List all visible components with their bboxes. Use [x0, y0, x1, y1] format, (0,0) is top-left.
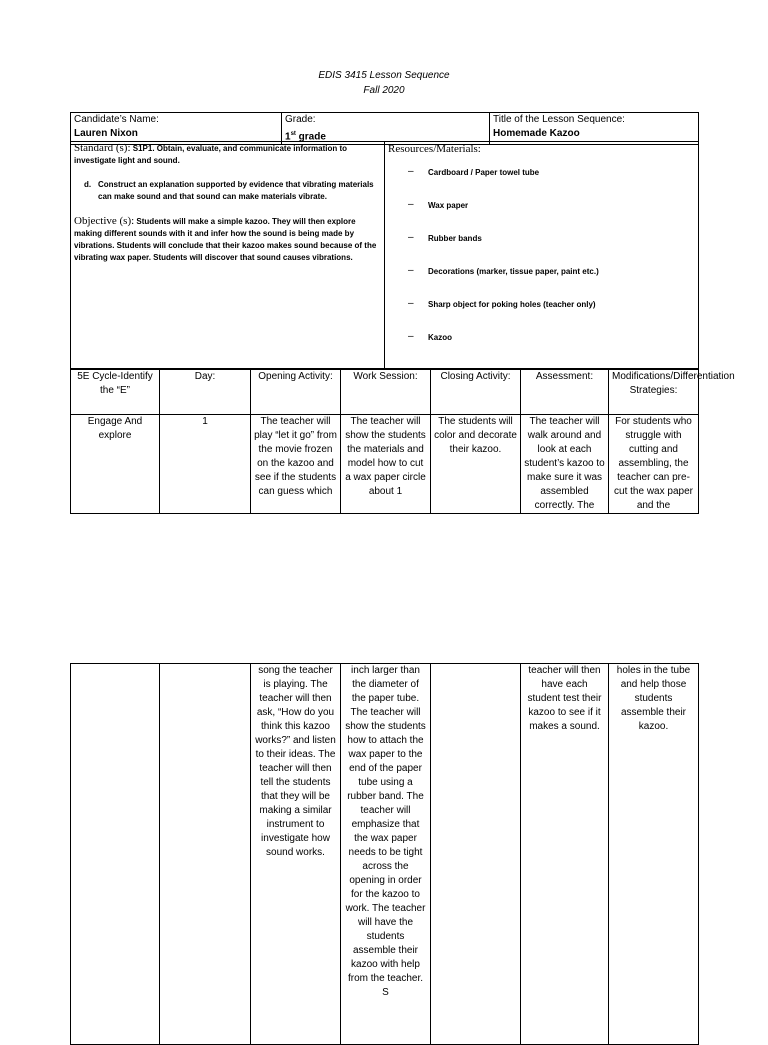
cont-cell-opening: song the teacher is playing. The teacher will then ask, “How do you think this kazoo works?” and listen to their ideas. The teacher will then tell the students that they will be making a similar instrument to investigate how sound works. — [251, 664, 341, 1045]
lesson-title-cell — [490, 113, 699, 145]
resource-dash: – — [408, 298, 414, 309]
candidate-cell — [71, 113, 282, 145]
cont-cell-assessment: teacher will then have each student test their kazoo to see if it makes a sound. — [521, 664, 609, 1045]
col-header-opening: Opening Activity: — [251, 370, 341, 415]
grade-label: Grade: — [285, 114, 316, 125]
lesson-title-label: Title of the Lesson Sequence: — [493, 114, 625, 125]
resource-dash: – — [408, 166, 414, 177]
standards-block — [74, 142, 381, 167]
resource-dash: – — [408, 199, 414, 210]
resource-item — [408, 331, 695, 345]
document-title: EDIS 3415 Lesson Sequence — [318, 70, 450, 81]
resource-text: Sharp object for poking holes (teacher only) — [428, 300, 596, 309]
resource-dash: – — [408, 265, 414, 276]
col-header-cycle: 5E Cycle-Identify the “E” — [71, 370, 160, 415]
cont-cell-day — [160, 664, 251, 1045]
lesson-table — [70, 369, 735, 514]
resource-item — [408, 232, 695, 246]
lesson-table-continued — [70, 663, 699, 1045]
lesson-title-value: Homemade Kazoo — [493, 128, 580, 139]
cont-cell-work: inch larger than the diameter of the paper tube. The teacher will show the students how to attach the wax paper to the end of the paper tube using a rubber band. The teacher will emphasize that the wax paper needs to be tight across the opening in order for the kazoo to work. The teacher will have the students assemble their kazoo with help from the teacher. S — [341, 664, 431, 1045]
cell-assessment: The teacher will walk around and look at each student’s kazoo to make sure it was assembled correctly. The — [521, 415, 609, 514]
resource-dash: – — [408, 331, 414, 342]
standards-label: Standard (s): — [74, 142, 131, 154]
col-header-day: Day: — [160, 370, 251, 415]
cont-cell-closing — [431, 664, 521, 1045]
document-term: Fall 2020 — [363, 85, 405, 96]
resources-label: Resources/Materials: — [388, 143, 481, 155]
resource-item — [408, 298, 695, 312]
resources-cell — [385, 142, 699, 369]
standards-item-text: Construct an explanation supported by evidence that vibrating materials can make sound and that sound can make materials vibrate. — [98, 180, 374, 201]
resource-item — [408, 265, 695, 279]
cell-day: 1 — [160, 415, 251, 514]
col-header-closing: Closing Activity: — [431, 370, 521, 415]
resources-list — [408, 166, 695, 345]
col-header-modifications: Modifications/Differentiation Strategies: — [609, 370, 699, 415]
grade-cell — [282, 113, 490, 145]
cont-cell-modifications: holes in the tube and help those students assemble their kazoo. — [609, 664, 699, 1045]
grade-suffix: grade — [295, 131, 326, 143]
standards-item-marker: d. — [84, 180, 92, 189]
resource-text: Rubber bands — [428, 234, 482, 243]
cell-closing: The students will color and decorate their kazoo. — [431, 415, 521, 514]
cell-cycle: Engage And explore — [71, 415, 160, 514]
col-header-work: Work Session: — [341, 370, 431, 415]
cell-work: The teacher will show the students the materials and model how to cut a wax paper circle about 1 — [341, 415, 431, 514]
objective-block — [74, 215, 381, 264]
cont-cell-cycle — [71, 664, 160, 1045]
cell-opening: The teacher will play “let it go” from the movie frozen on the kazoo and see if the students can guess which — [251, 415, 341, 514]
candidate-name: Lauren Nixon — [74, 128, 138, 139]
cell-modifications: For students who struggle with cutting and assembling, the teacher can pre-cut the wax paper and the — [609, 415, 699, 514]
resource-text: Cardboard / Paper towel tube — [428, 168, 540, 177]
standards-cell — [71, 142, 385, 369]
resource-text: Decorations (marker, tissue paper, paint etc.) — [428, 267, 599, 276]
col-header-assessment: Assessment: — [521, 370, 609, 415]
objective-text: Students will make a simple kazoo. They will then explore making different sounds with it and infer how the sound is being made by vibrations. Students will conclude that their kazoo makes sound because of the vibrating wax paper. Students will discover that sound causes vibrations. — [74, 217, 377, 262]
standards-item — [84, 179, 381, 203]
grade-number: 1 — [285, 131, 291, 143]
standards-text: Obtain, evaluate, and communicate information to investigate light and sound. — [74, 144, 348, 165]
resource-text: Kazoo — [428, 333, 452, 342]
objective-label: Objective (s): — [74, 215, 135, 227]
grade-ordinal: st — [290, 131, 296, 137]
resource-item — [408, 166, 695, 180]
standards-table — [70, 141, 699, 369]
resource-item — [408, 199, 695, 213]
candidate-label: Candidate’s Name: — [74, 114, 159, 125]
resource-text: Wax paper — [428, 201, 469, 210]
standards-code: S1P1. — [132, 144, 155, 153]
resource-dash: – — [408, 232, 414, 243]
